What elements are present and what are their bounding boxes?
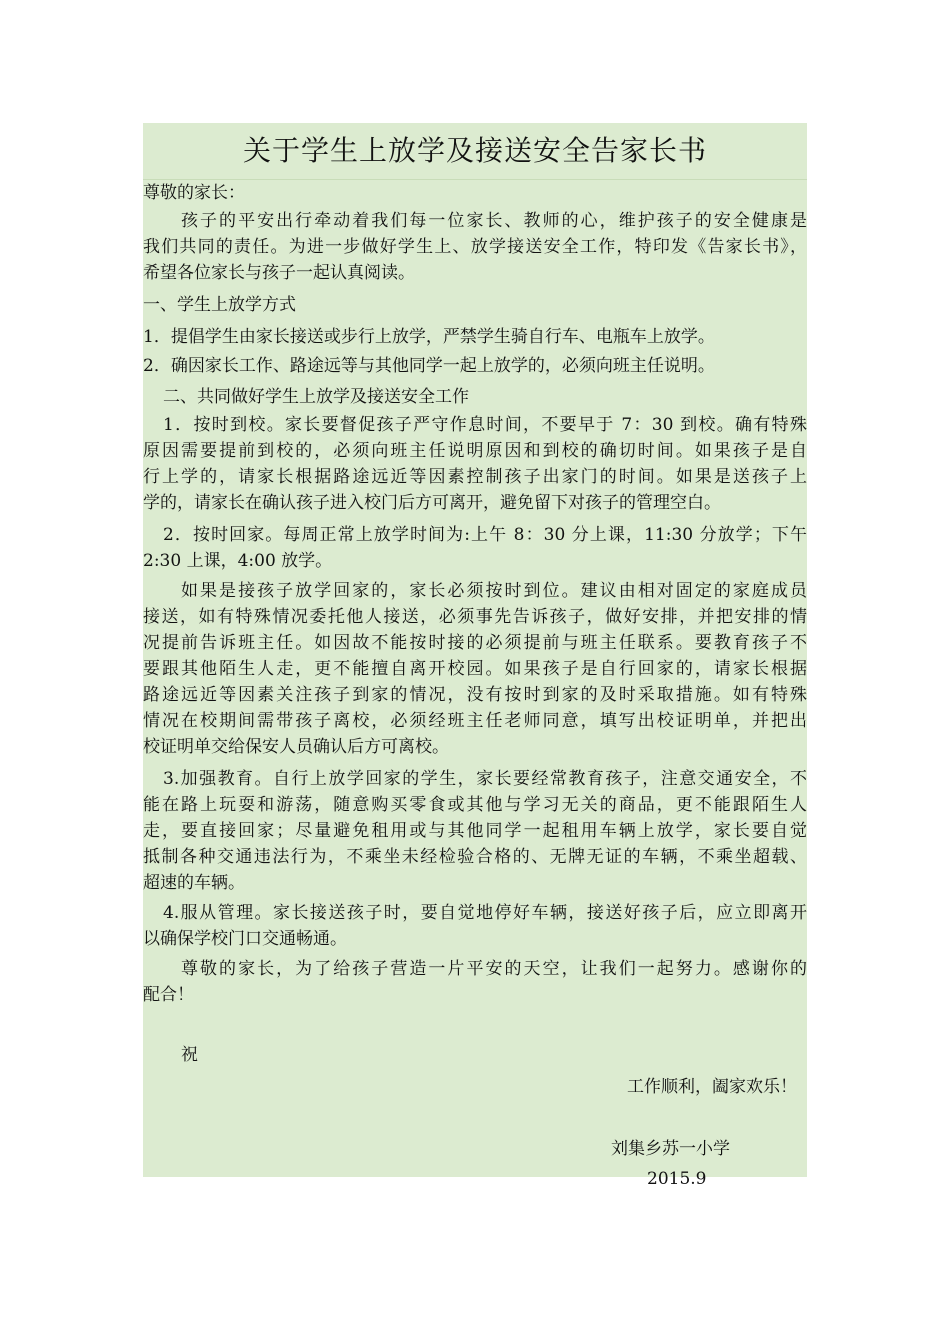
item3-line-3: 走，要直接回家；尽量避免租用或与其他同学一起租用车辆上放学，家长要自觉 — [143, 821, 807, 841]
item2-cont-line-1: 如果是接孩子放学回家的，家长必须按时到位。建议由相对固定的家庭成员 — [181, 581, 807, 601]
letter-sheet — [143, 123, 807, 1189]
intro-line-2: 我们共同的责任。为进一步做好学生上、放学接送安全工作，特印发《告家长书》， — [143, 237, 807, 257]
intro-line-1: 孩子的平安出行牵动着我们每一位家长、教师的心，维护孩子的安全健康是 — [181, 211, 807, 231]
section1-item-2: 2．确因家长工作、路途远等与其他同学一起上放学的，必须向班主任说明。 — [143, 356, 715, 376]
salutation: 尊敬的家长： — [143, 183, 245, 203]
item4-line-2: 以确保学校门口交通畅通。 — [143, 929, 347, 949]
item2-cont-line-7: 校证明单交给保安人员确认后方可离校。 — [143, 737, 449, 757]
school-name: 刘集乡苏一小学 — [611, 1139, 730, 1159]
item1-line-3: 行上学的，请家长根据路途远近等因素控制孩子出家门的时间。如果是送孩子上 — [143, 467, 807, 487]
closing-line-1: 尊敬的家长，为了给孩子营造一片平安的天空，让我们一起努力。感谢你的 — [181, 959, 807, 979]
item2-cont-line-6: 情况在校期间需带孩子离校，必须经班主任老师同意，填写出校证明单，并把出 — [143, 711, 807, 731]
wish-text: 工作顺利，阖家欢乐！ — [627, 1077, 797, 1097]
item3-line-2: 能在路上玩耍和游荡，随意购买零食或其他与学习无关的商品，更不能跟陌生人 — [143, 795, 807, 815]
item2-cont-line-4: 要跟其他陌生人走，更不能擅自离开校园。如果孩子是自行回家的，请家长根据 — [143, 659, 807, 679]
section2-heading: 二、共同做好学生上放学及接送安全工作 — [163, 387, 469, 407]
wish-prefix: 祝 — [181, 1045, 198, 1065]
item3-line-4: 抵制各种交通违法行为，不乘坐未经检验合格的、无牌无证的车辆，不乘坐超载、 — [143, 847, 807, 867]
item2-cont-line-2: 接送，如有特殊情况委托他人接送，必须事先告诉孩子，做好安排，并把安排的情 — [143, 607, 807, 627]
letter-date: 2015.9 — [647, 1169, 707, 1189]
section1-heading: 一、学生上放学方式 — [143, 295, 296, 315]
item2-cont-line-3: 况提前告诉班主任。如因故不能按时接的必须提前与班主任联系。要教育孩子不 — [143, 633, 807, 653]
document-title: 关于学生上放学及接送安全告家长书 — [242, 134, 707, 167]
item2-cont-line-5: 路途远近等因素关注孩子到家的情况，没有按时到家的及时采取措施。如有特殊 — [143, 685, 807, 705]
item3-line-5: 超速的车辆。 — [143, 873, 245, 893]
item2-line-2: 2:30 上课，4:00 放学。 — [143, 551, 333, 571]
intro-line-3: 希望各位家长与孩子一起认真阅读。 — [143, 263, 415, 283]
divider — [143, 179, 807, 180]
closing-line-2: 配合！ — [143, 985, 194, 1005]
item2-line-1: 2．按时回家。每周正常上放学时间为:上午 8：30 分上课，11:30 分放学；下午 — [163, 525, 807, 545]
item1-line-2: 原因需要提前到校的，必须向班主任说明原因和到校的确切时间。如果孩子是自 — [143, 441, 807, 461]
item4-line-1: 4.服从管理。家长接送孩子时，要自觉地停好车辆，接送好孩子后，应立即离开 — [163, 903, 807, 923]
section1-item-1: 1．提倡学生由家长接送或步行上放学，严禁学生骑自行车、电瓶车上放学。 — [143, 327, 715, 347]
item1-line-4: 学的，请家长在确认孩子进入校门后方可离开，避免留下对孩子的管理空白。 — [143, 493, 721, 513]
item1-line-1: 1．按时到校。家长要督促孩子严守作息时间，不要早于 7：30 到校。确有特殊 — [163, 415, 807, 435]
item3-line-1: 3.加强教育。自行上放学回家的学生，家长要经常教育孩子，注意交通安全，不 — [163, 769, 807, 789]
